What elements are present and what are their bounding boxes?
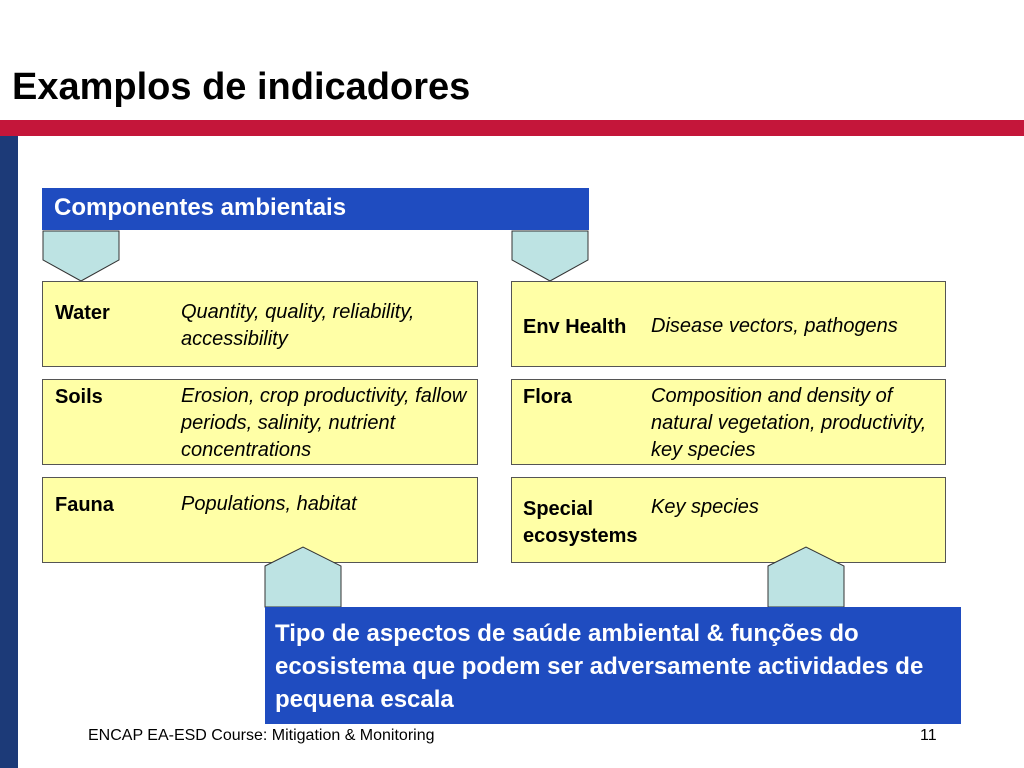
card-env-health [511,281,946,367]
slide-title: Examplos de indicadores [12,66,471,108]
card-description: Erosion, crop productivity, fallow periods, salinity, nutrient concentrations [181,385,467,461]
card-special-ecosystems [511,477,946,563]
card-label: Special ecosystems [523,498,638,547]
down-arrow-right [511,230,589,282]
footer-course-title: ENCAP EA-ESD Course: Mitigation & Monitoring [88,727,435,744]
card-description: Composition and density of natural vegetation, productivity, key species [651,385,927,461]
down-arrow-left [42,230,120,282]
card-water [42,281,478,367]
left-side-bar [0,136,18,768]
page-number: 11 [920,727,937,744]
card-soils [42,379,478,465]
card-label: Env Health [523,316,627,338]
card-description: Disease vectors, pathogens [651,315,898,337]
card-label: Water [55,302,110,324]
title-underline-bar [0,120,1024,136]
up-arrow-left [264,546,342,608]
card-fauna [42,477,478,563]
card-label: Fauna [55,494,114,516]
card-description: Populations, habitat [181,493,357,515]
card-label: Soils [55,386,103,408]
card-description: Key species [651,496,759,518]
card-description: Quantity, quality, reliability, accessibility [181,301,415,350]
up-arrow-right [767,546,845,608]
card-flora [511,379,946,465]
card-label: Flora [523,386,572,408]
components-header: Componentes ambientais [42,188,589,230]
summary-box: Tipo de aspectos de saúde ambiental & funções do ecosistema que podem ser adversamente actividades de pequena escala [265,607,964,724]
